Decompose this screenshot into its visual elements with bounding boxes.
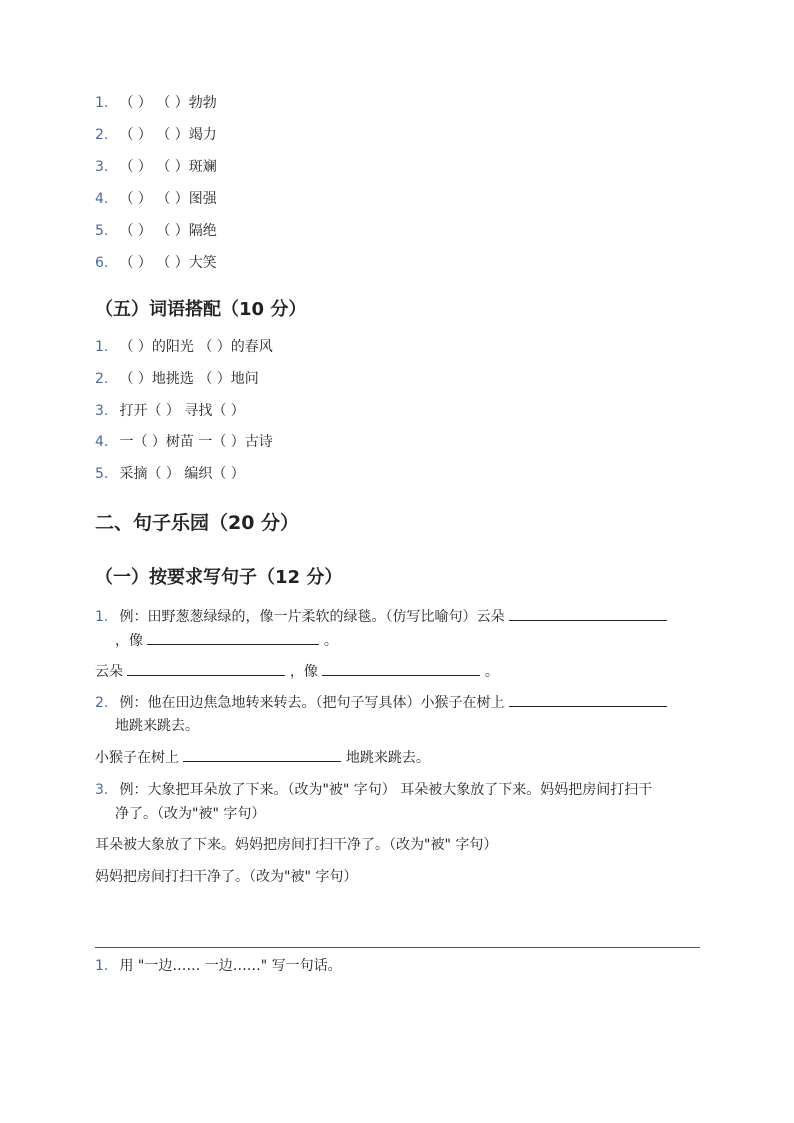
item-number: 3. — [95, 159, 109, 175]
question-text: 例：田野葱葱绿绿的，像一片柔软的绿毯。（仿写比喻句）云朵 — [119, 609, 505, 625]
item-text: （ ） （ ）勃勃 — [119, 95, 217, 111]
item-number: 5. — [95, 466, 109, 482]
answer-blank[interactable] — [147, 629, 319, 645]
part-two-title: 二、句子乐园（20 分） — [95, 512, 300, 534]
answer-blank[interactable] — [127, 660, 285, 676]
question-2-continued: 地跳来跳去。 — [115, 718, 199, 734]
answer-text: 小猴子在树上 — [95, 750, 179, 766]
item-number: 2. — [95, 127, 109, 143]
question-3 — [95, 779, 652, 801]
item-number: 5. — [95, 223, 109, 239]
item-number: 2. — [95, 371, 109, 387]
answer-text: 。 — [484, 664, 499, 680]
list-item — [95, 336, 273, 358]
item-number: 1. — [95, 339, 109, 355]
answer-text: ，像 — [289, 664, 318, 680]
item-number: 3. — [95, 403, 109, 419]
list-item — [95, 368, 259, 390]
answer-blank[interactable] — [509, 605, 667, 621]
item-number: 4. — [95, 434, 109, 450]
footnote — [95, 955, 342, 977]
answer-text: 地跳来跳去。 — [345, 750, 430, 766]
list-item — [95, 188, 217, 210]
item-text: （ ） （ ）图强 — [119, 191, 217, 207]
item-text: （ ） （ ）大笑 — [119, 255, 217, 271]
item-number: 4. — [95, 191, 109, 207]
item-text: （ ） （ ）斑斓 — [119, 159, 217, 175]
answer-blank[interactable] — [322, 660, 480, 676]
footnote-divider — [95, 947, 700, 948]
question-text: 。 — [323, 633, 338, 649]
footnote-number: 1. — [95, 958, 109, 974]
answer-line: 妈妈把房间打扫干净了。（改为"被" 字句） — [95, 869, 358, 885]
answer-text: 云朵 — [95, 664, 123, 680]
answer-blank[interactable] — [183, 746, 341, 762]
question-3-continued: 净了。（改为"被" 字句） — [115, 806, 266, 822]
item-text: （ ）的阳光 （ ）的春风 — [119, 339, 273, 355]
list-item — [95, 124, 217, 146]
list-item — [95, 220, 217, 242]
item-number: 1. — [95, 95, 109, 111]
item-number: 2. — [95, 695, 109, 711]
question-1-continued — [115, 629, 338, 652]
list-item — [95, 156, 217, 178]
item-text: 一（ ）树苗 一（ ）古诗 — [119, 434, 273, 450]
list-item — [95, 400, 245, 422]
list-item — [95, 463, 245, 485]
section-five-title: （五）词语搭配（10 分） — [95, 299, 307, 320]
question-text: 例：他在田边焦急地转来转去。（把句子写具体）小猴子在树上 — [119, 695, 505, 711]
answer-line: 耳朵被大象放了下来。妈妈把房间打扫干净了。（改为"被" 字句） — [95, 837, 498, 853]
item-text: （ ） （ ）竭力 — [119, 127, 217, 143]
answer-line — [95, 746, 430, 769]
item-text: 打开（ ） 寻找（ ） — [119, 403, 245, 419]
answer-line — [95, 660, 499, 683]
question-text: ，像 — [115, 633, 143, 649]
part-two-subtitle: （一）按要求写句子（12 分） — [95, 567, 343, 588]
answer-blank[interactable] — [509, 691, 667, 707]
question-2 — [95, 691, 667, 714]
question-1 — [95, 605, 667, 628]
list-item — [95, 252, 217, 274]
item-number: 6. — [95, 255, 109, 271]
list-item — [95, 92, 217, 114]
item-text: （ ）地挑选 （ ）地问 — [119, 371, 259, 387]
item-text: 采摘（ ） 编织（ ） — [119, 466, 245, 482]
item-text: （ ） （ ）隔绝 — [119, 223, 217, 239]
list-item — [95, 431, 273, 453]
question-text: 例：大象把耳朵放了下来。（改为"被" 字句） 耳朵被大象放了下来。妈妈把房间打扫干 — [119, 782, 653, 798]
footnote-text: 用 "一边…… 一边……" 写一句话。 — [119, 958, 342, 974]
item-number: 1. — [95, 609, 109, 625]
item-number: 3. — [95, 782, 109, 798]
